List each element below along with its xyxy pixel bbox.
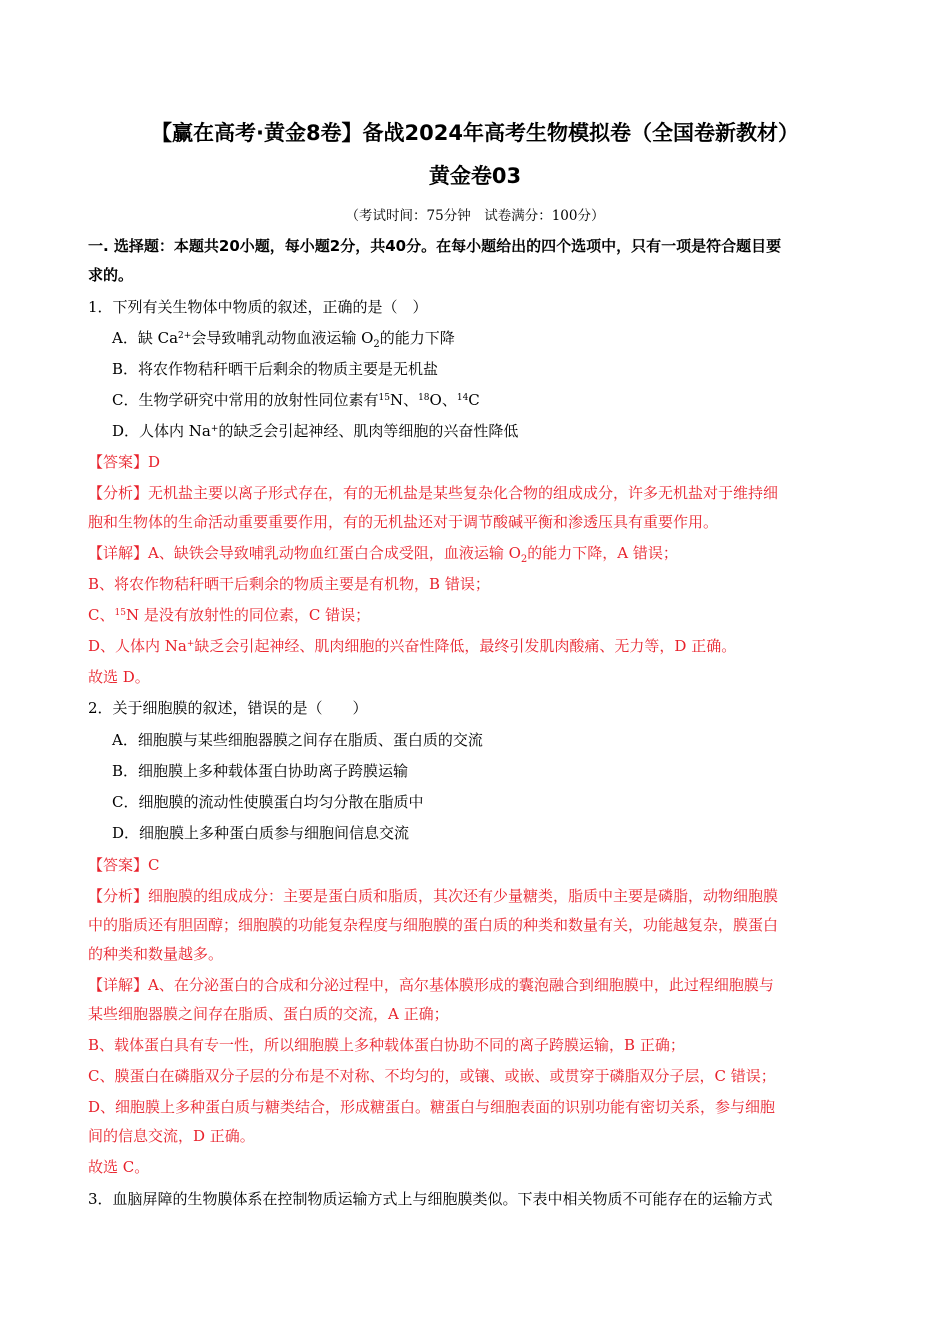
q2-detail-a: 【详解】A、在分泌蛋白的合成和分泌过程中，高尔基体膜形成的囊泡融合到细胞膜中，此过程细胞膜与 [88,976,774,994]
q2-detail-c: C、膜蛋白在磷脂双分子层的分布是不对称、不均匀的，或镶、或嵌、或贯穿于磷脂双分子层，C 错误； [88,1067,776,1085]
q2-detail-a-cont: 某些细胞器膜之间存在脂质、蛋白质的交流，A 正确； [88,1005,449,1023]
q1-analysis-cont: 胞和生物体的生命活动重要重要作用，有的无机盐还对于调节酸碱平衡和渗透压具有重要作用。 [88,513,719,531]
q1-detail-c: C、$^{15}$N 是没有放射性的同位素，C 错误； [88,606,371,624]
q2-detail-d-cont: 间的信息交流，D 正确。 [88,1127,255,1145]
q1-detail-d: D、人体内 Na+缺乏会引起神经、肌肉细胞的兴奋性降低，最终引发肌肉酸痛、无力等，D 正确。 [88,637,737,655]
section-heading-cont: 求的。 [88,266,134,284]
q1-conclusion: 故选 D。 [88,668,150,686]
q2-option-c: C．细胞膜的流动性使膜蛋白均匀分散在脂质中 [112,793,424,811]
q1-stem: 1．下列有关生物体中物质的叙述，正确的是（ ） [88,298,428,316]
q2-option-a: A．细胞膜与某些细胞器膜之间存在脂质、蛋白质的交流 [112,731,483,749]
exam-meta: （考试时间：75分钟 试卷满分：100分） [345,208,605,224]
q1-detail-b: B、将农作物秸秆晒干后剩余的物质主要是有机物，B 错误； [88,575,490,593]
q1-option-c: C．生物学研究中常用的放射性同位素有$^{15}$N、$^{18}$O、$^{14}$C [112,391,480,409]
q1-detail-a: 【详解】A、缺铁会导致哺乳动物血红蛋白合成受阻，血液运输 $O_2$的能力下降，A 错误； [88,544,678,565]
q1-analysis: 【分析】无机盐主要以离子形式存在，有的无机盐是某些复杂化合物的组成成分，许多无机盐对于维持细 [88,484,779,502]
q2-detail-d: D、细胞膜上多种蛋白质与糖类结合，形成糖蛋白。糖蛋白与细胞表面的识别功能有密切关系，参与细胞 [88,1098,776,1116]
q3-stem: 3．血脑屏障的生物膜体系在控制物质运输方式上与细胞膜类似。下表中相关物质不可能存在的运输方式 [88,1190,773,1208]
document-title: 【赢在高考·黄金8卷】备战2024年高考生物模拟卷（全国卷新教材） [150,121,800,145]
q1-option-d: D．人体内 Na+的缺乏会引起神经、肌肉等细胞的兴奋性降低 [112,422,519,440]
q2-option-d: D．细胞膜上多种蛋白质参与细胞间信息交流 [112,824,410,842]
q2-analysis-cont: 中的脂质还有胆固醇；细胞膜的功能复杂程度与细胞膜的蛋白质的种类和数量有关，功能越复杂，膜蛋白 [88,916,779,934]
q1-option-b: B．将农作物秸秆晒干后剩余的物质主要是无机盐 [112,360,439,378]
section-heading: 一. 选择题：本题共20小题，每小题2分，共40分。在每小题给出的四个选项中，只有一项是符合题目要 [88,237,782,255]
q1-answer: 【答案】D [88,453,161,471]
q2-answer: 【答案】C [88,856,160,874]
q2-option-b: B．细胞膜上多种载体蛋白协助离子跨膜运输 [112,762,409,780]
q2-analysis-cont2: 的种类和数量越多。 [88,945,224,963]
q2-analysis: 【分析】细胞膜的组成成分：主要是蛋白质和脂质，其次还有少量糖类，脂质中主要是磷脂，动物细胞膜 [88,887,779,905]
q2-detail-b: B、载体蛋白具有专一性，所以细胞膜上多种载体蛋白协助不同的离子跨膜运输，B 正确； [88,1036,685,1054]
document-subtitle: 黄金卷03 [428,164,522,188]
q2-stem: 2．关于细胞膜的叙述，错误的是（ ） [88,699,368,717]
q1-option-a: A．缺 $Ca^{2+}$会导致哺乳动物血液运输 $O_2$的能力下降 [112,329,455,350]
q2-conclusion: 故选 C。 [88,1158,150,1176]
